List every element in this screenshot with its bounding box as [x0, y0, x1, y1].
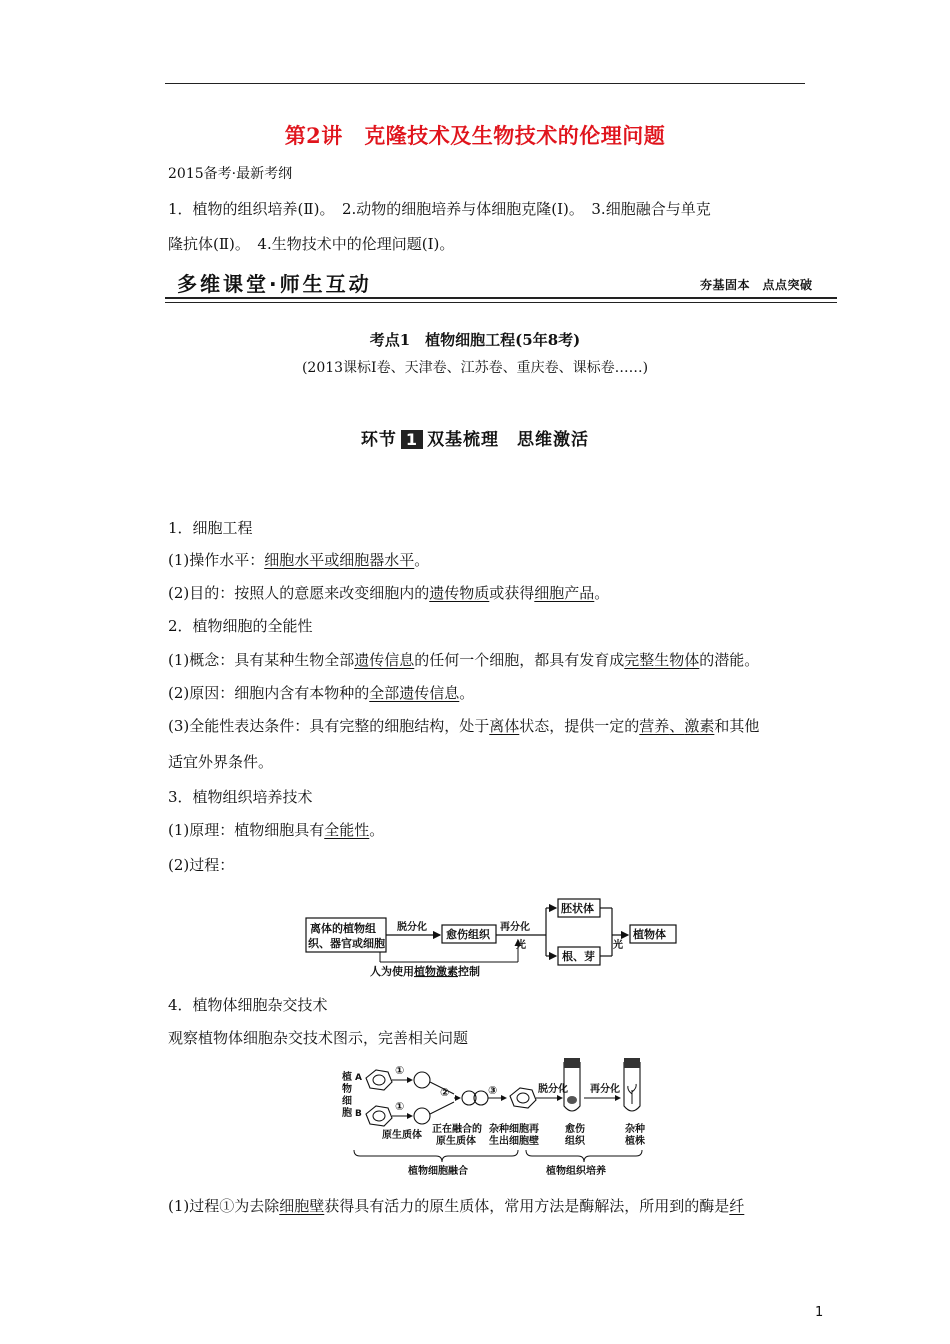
- step1-b-label: ①: [395, 1100, 405, 1113]
- section-3a: [168, 820, 384, 840]
- section-1b: [168, 583, 609, 603]
- rediff-label: 再分化: [590, 1084, 620, 1095]
- section-2c-line2: 适宜外界条件。: [168, 753, 274, 771]
- arrow-plant-light: 光: [613, 940, 623, 951]
- box-plant-label: 植物体: [633, 928, 666, 941]
- side-label-2: 物: [342, 1084, 352, 1095]
- protoplast-a: [414, 1072, 430, 1088]
- protoplast-b: [414, 1108, 430, 1124]
- cell-a-nucleus: [373, 1075, 385, 1085]
- banner-rule-thick: [165, 297, 837, 299]
- label-fusing-2: 原生质体: [436, 1136, 476, 1147]
- text: 控制: [458, 965, 480, 978]
- text: 。: [594, 584, 610, 602]
- section-4a: [168, 1196, 744, 1216]
- brace-culture: [526, 1150, 642, 1162]
- side-label-1: 植: [342, 1072, 352, 1083]
- hybrid-seedling: [628, 1084, 636, 1104]
- text: (1)过程①为去除: [168, 1197, 280, 1215]
- plant-cell-b: [366, 1106, 392, 1126]
- lecture-title: 第2讲 克隆技术及生物技术的伦理问题: [284, 123, 666, 148]
- answer-underlined: 细胞壁: [279, 1197, 325, 1215]
- text: 和其他: [714, 717, 760, 735]
- cell-a-letter: A: [355, 1073, 362, 1083]
- control-label: [370, 964, 480, 978]
- text: (1)概念：具有某种生物全部: [168, 651, 355, 669]
- label-plant-2: 植株: [625, 1136, 645, 1147]
- label-plant-1: 杂种: [625, 1124, 645, 1135]
- section-2a: [168, 650, 759, 670]
- syllabus-line-1: 1．植物的组织培养(Ⅱ)。 2.动物的细胞培养与体细胞克隆(Ⅰ)。 3.细胞融合与单克: [168, 200, 711, 218]
- text: 的潜能。: [699, 651, 760, 669]
- huanjie-heading: [0, 425, 950, 450]
- brace-fusion: [354, 1150, 518, 1162]
- box-roots-buds-label: 根、芽: [562, 950, 595, 963]
- answer-underlined: 遗传信息: [354, 651, 415, 669]
- answer-underlined: 全部遗传信息: [369, 684, 460, 702]
- text: 的任何一个细胞，都具有发育成: [414, 651, 625, 669]
- cell-b-nucleus: [373, 1111, 385, 1121]
- step1-a-label: ①: [395, 1064, 405, 1077]
- answer-underlined: 离体: [489, 717, 520, 735]
- text: 状态，提供一定的: [519, 717, 640, 735]
- callus-mass: [567, 1096, 577, 1104]
- side-label-3: 细: [342, 1096, 352, 1107]
- text: 人为使用: [370, 965, 414, 978]
- text: (2)原因：细胞内含有本物种的: [168, 684, 370, 702]
- answer-underlined: 纤: [729, 1197, 745, 1215]
- tissue-culture-diagram: [300, 888, 680, 978]
- label-fusing-1: 正在融合的: [432, 1124, 482, 1135]
- arrow-rediff-label: 再分化: [500, 922, 530, 933]
- huanjie-number-badge: 1: [401, 430, 423, 449]
- section-1a: [168, 550, 429, 570]
- section-3b: (2)过程：: [168, 856, 235, 874]
- tube-plant-stopper: [624, 1058, 640, 1068]
- exam-header: 2015备考·最新考纲: [168, 166, 293, 182]
- brace-culture-label: 植物组织培养: [546, 1166, 606, 1177]
- label-hybrid-2: 生出细胞壁: [489, 1136, 539, 1147]
- cell-b-letter: B: [355, 1109, 362, 1119]
- text: 、: [669, 717, 685, 735]
- section-3-heading: 3．植物组织培养技术: [168, 788, 313, 806]
- text: 。: [369, 821, 385, 839]
- page-number: 1: [815, 1305, 824, 1320]
- label-protoplast: 原生质体: [382, 1130, 422, 1141]
- section-2-heading: 2．植物细胞的全能性: [168, 617, 313, 635]
- box-explant-line1: 离体的植物组: [310, 922, 376, 935]
- arrow-rediff-light: 光: [516, 940, 526, 951]
- tube-callus-stopper: [564, 1058, 580, 1068]
- text: (3)全能性表达条件：具有完整的细胞结构，处于: [168, 717, 490, 735]
- answer-underlined: 营养: [639, 717, 670, 735]
- section-2c: [168, 716, 759, 736]
- side-label-4: 胞: [342, 1108, 352, 1119]
- section-1-heading: 1．细胞工程: [168, 519, 253, 537]
- converge-b: [430, 1102, 454, 1114]
- label-callus-2: 组织: [565, 1136, 585, 1147]
- somatic-hybridization-diagram: [336, 1056, 666, 1180]
- text: 获得具有活力的原生质体，常用方法是酶解法，所用到的酶是: [324, 1197, 730, 1215]
- box-callus-label: 愈伤组织: [446, 928, 490, 941]
- brace-fusion-label: 植物细胞融合: [408, 1166, 468, 1177]
- huanjie-prefix: 环节: [360, 430, 397, 450]
- text: 。: [414, 551, 430, 569]
- banner-rule-thin: [165, 302, 837, 303]
- plant-cell-a: [366, 1070, 392, 1090]
- label-callus-1: 愈伤: [565, 1124, 585, 1135]
- section-4-heading: 4．植物体细胞杂交技术: [168, 996, 328, 1014]
- text: 或获得: [489, 584, 535, 602]
- step2-label: ②: [440, 1086, 450, 1099]
- top-rule: [165, 83, 805, 84]
- text: 。: [459, 684, 475, 702]
- answer-underlined: 细胞产品: [534, 584, 595, 602]
- answer-underlined: 遗传物质: [429, 584, 490, 602]
- text: (2)目的：按照人的意愿来改变细胞内的: [168, 584, 430, 602]
- answer-underlined: 全能性: [324, 821, 370, 839]
- hybrid-cell: [510, 1088, 536, 1108]
- kaodian-sources: (2013课标Ⅰ卷、天津卷、江苏卷、重庆卷、课标卷……): [301, 360, 649, 376]
- hybrid-nucleus: [517, 1093, 529, 1103]
- box-explant-line2: 织、器官或细胞: [308, 937, 385, 950]
- label-hybrid-1: 杂种细胞再: [489, 1124, 539, 1135]
- dediff-label: 脱分化: [538, 1084, 568, 1095]
- huanjie-text: 双基梳理 思维激活: [427, 430, 590, 450]
- text: (1)操作水平：: [168, 551, 265, 569]
- banner-right-text: 夯基固本 点点突破: [700, 278, 813, 292]
- banner-title: 多维课堂·师生互动: [177, 272, 372, 296]
- section-4-intro: 观察植物体细胞杂交技术图示，完善相关问题: [168, 1029, 469, 1047]
- kaodian-title: 考点1 植物细胞工程(5年8考): [369, 331, 581, 349]
- answer-underlined: 激素: [684, 717, 715, 735]
- text: (1)原理：植物细胞具有: [168, 821, 325, 839]
- step3-label: ③: [488, 1084, 498, 1097]
- arrow-dediff-label: 脱分化: [397, 922, 427, 933]
- answer-underlined: 植物激素: [414, 965, 458, 978]
- section-2b: [168, 683, 474, 703]
- answer-underlined: 完整生物体: [624, 651, 700, 669]
- syllabus-line-2: 隆抗体(Ⅱ)。 4.生物技术中的伦理问题(Ⅰ)。: [168, 235, 455, 253]
- answer-underlined: 细胞水平或细胞器水平: [264, 551, 415, 569]
- box-embryoid-label: 胚状体: [561, 902, 594, 915]
